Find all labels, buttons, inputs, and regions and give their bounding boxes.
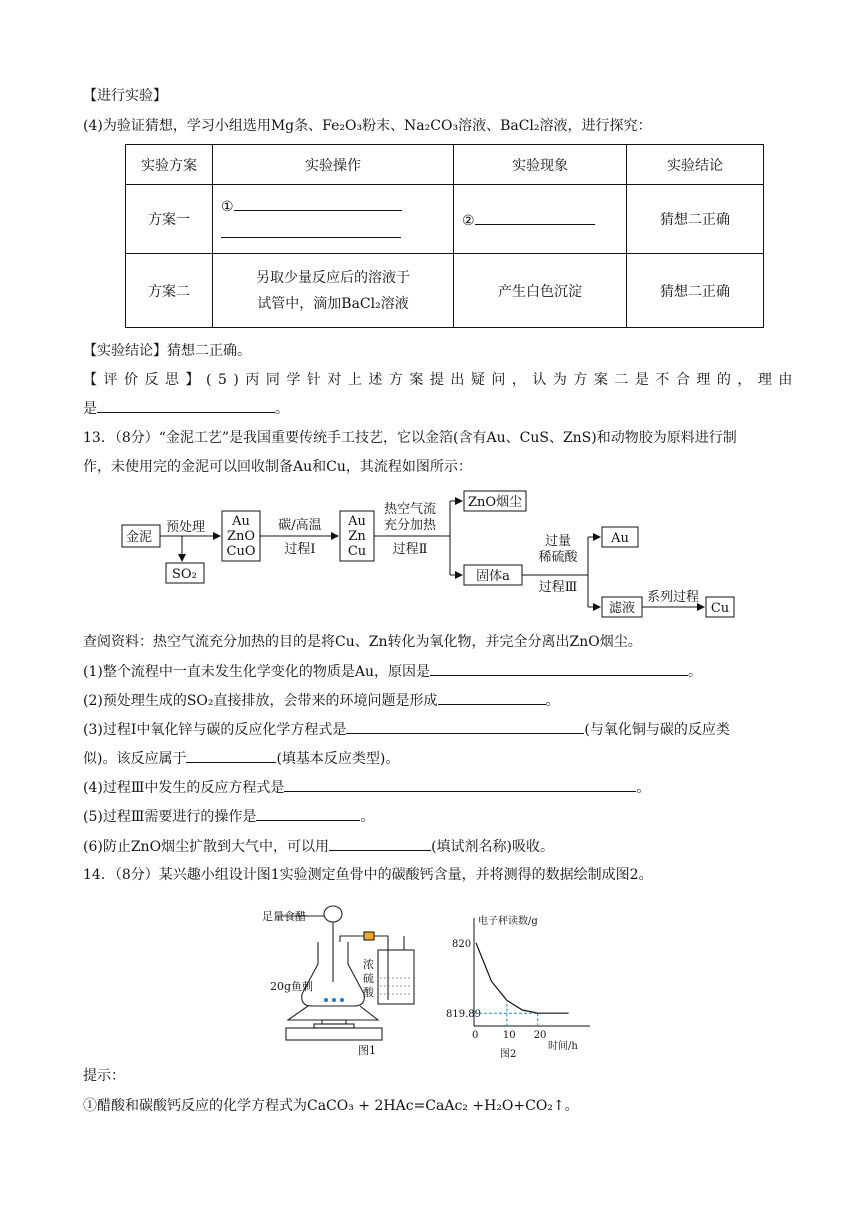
answer-blank[interactable] [256,806,360,821]
answer-blank[interactable] [438,690,546,705]
flow-label: 固体a [476,569,510,584]
fig1-label: 足量食醋 [262,910,306,923]
table-row [126,185,764,254]
flow-label: 金泥 [126,530,153,545]
answer-blank[interactable] [221,223,401,238]
chart-ylabel: 电子秤读数/g [478,916,538,927]
q14-line: 14．（8分）某兴趣小组设计图1实验测定鱼骨中的碳酸钙含量，并将测得的数据绘制成图2。 [83,867,653,883]
figure-2-chart [448,910,596,1058]
flow-label: Au [232,514,250,529]
chart-x-tick: 0 [472,1030,479,1041]
chart-series-line [476,943,569,1013]
table-row [126,254,764,328]
circled-1: ① [221,199,234,215]
eval-line-2: 是 。 [83,398,289,419]
chart-xlabel: 时间/h [548,1041,578,1052]
chart-y-tick: 820 [452,938,472,950]
q13-sub-4: (4)过程Ⅲ中发生的反应方程式是 。 [83,777,650,798]
table-cell: 猜想二正确 [627,185,764,254]
fig1-label: 硫 [363,972,374,985]
info-line: 查阅资料：热空气流充分加热的目的是将Cu、Zn转化为氧化物，并完全分离出ZnO烟尘。 [83,634,642,650]
flow-label: Au [611,531,629,546]
q13-line: 作，未使用完的金泥可以回收制备Au和Cu，其流程如图所示： [83,459,472,475]
table-cell: 方案二 [126,254,213,328]
table-header: 实验现象 [454,145,627,185]
chart-y-tick: 819.89 [446,1009,481,1021]
answer-blank[interactable] [234,196,402,211]
flow-label: Cu [347,544,367,559]
flow-label: Cu [710,601,730,616]
flow-label: 稀硫酸 [538,550,578,565]
circled-2: ② [462,212,475,229]
operation-line: 另取少量反应后的溶液于 [256,269,410,286]
gas-washing-bottle [378,950,414,1004]
flow-label: ZnO [226,529,256,544]
hint-label: 提示： [83,1068,125,1084]
flow-label: 滤液 [608,601,636,616]
answer-blank[interactable] [329,836,431,851]
experiment-table [125,144,764,328]
table-header: 实验结论 [627,145,764,185]
flow-label: 过程Ⅱ [392,542,428,557]
chart-x-tick: 20 [533,1030,547,1041]
conclusion-line: 【实验结论】猜想二正确。 [83,343,251,359]
flow-label: 充分加热 [383,518,437,533]
q13-sub-2: (2)预处理生成的SO₂直接排放，会带来的环境问题是形成 。 [83,690,560,711]
fig1-caption: 图1 [358,1044,376,1057]
q13-sub-5: (5)过程Ⅲ需要进行的操作是 。 [83,806,374,827]
answer-blank[interactable] [475,210,595,225]
table-cell [213,254,454,328]
q13-line: 13．（8分）“金泥工艺”是我国重要传统手工技艺，它以金箔(含有Au、CuS、ZnS)和动物胶为原料进行制 [83,430,737,446]
eval-line: 【评价反思】(5)丙同学针对上述方案提出疑问，认为方案二是不合理的，理由 [83,372,799,388]
electronic-scale [286,1028,382,1040]
answer-cell-phenomenon [454,185,627,254]
figure-1-apparatus [262,902,440,1058]
flow-label: Zn [348,529,366,544]
q13-sub-6: (6)防止ZnO烟尘扩散到大气中，可以用 (填试剂名称)吸收。 [83,836,554,857]
answer-cell-operation [213,185,454,254]
answer-blank[interactable] [186,748,276,763]
answer-blank[interactable] [430,661,688,676]
table-cell: 产生白色沉淀 [454,254,627,328]
fig1-label: 酸 [363,986,374,999]
q13-sub-1: (1)整个流程中一直未发生化学变化的物质是Au，原因是 。 [83,661,702,682]
hint-line: ①醋酸和碳酸钙反应的化学方程式为CaCO₃ + 2HAc=CaAc₂ +H₂O+CO₂↑。 [83,1098,579,1114]
fig1-label: 20g鱼刺 [270,980,314,993]
flow-label: 热空气流 [383,502,437,517]
table-header: 实验方案 [126,145,213,185]
table-cell: 方案一 [126,185,213,254]
flow-label: 过量 [544,534,572,549]
chart-x-tick: 10 [502,1030,516,1041]
answer-blank[interactable] [284,777,636,792]
flow-label: 碳/高温 [278,518,322,533]
flow-label: 过程Ⅰ [284,542,316,557]
answer-blank[interactable] [97,398,275,413]
process-flowchart [110,487,750,619]
q4-text: (4)为验证猜想，学习小组选用Mg条、Fe₂O₃粉末、Na₂CO₃溶液、BaCl₂溶液，进行探究： [83,118,652,134]
chart-guide-lines [474,1004,538,1026]
q13-sub-3b: 似)。该反应属于 (填基本反应类型)。 [83,748,399,769]
table-cell: 猜想二正确 [627,254,764,328]
dropping-funnel [324,906,342,922]
flow-label: 过程Ⅲ [538,580,578,595]
flow-label: ZnO烟尘 [467,495,523,510]
flow-label: SO₂ [172,567,197,582]
flow-label: Au [348,514,366,529]
operation-line: 试管中，滴加BaCl₂溶液 [257,295,409,312]
flow-label: 预处理 [166,520,206,535]
q13-sub-3: (3)过程Ⅰ中氧化锌与碳的反应化学方程式是 (与氧化铜与碳的反应类 [83,719,730,740]
flow-label: 系列过程 [646,590,700,605]
table-header: 实验操作 [213,145,454,185]
answer-blank[interactable] [346,719,584,734]
fig2-caption: 图2 [500,1049,517,1060]
section-experiment: 【进行实验】 [83,88,167,104]
fig1-label: 浓 [363,958,374,971]
flow-label: CuO [226,544,256,559]
